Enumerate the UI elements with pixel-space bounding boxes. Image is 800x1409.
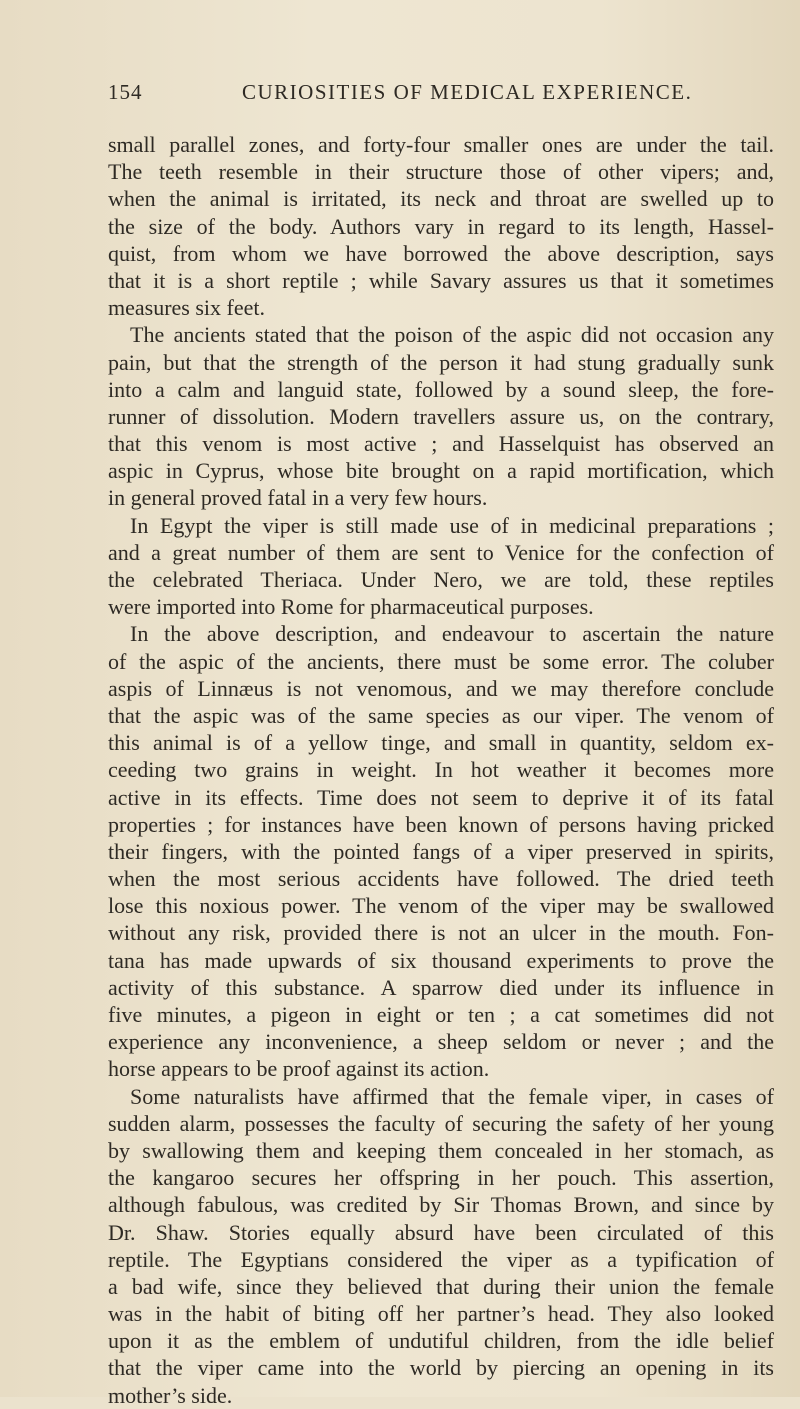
text-line: when the animal is irritated, its neck and throat are swelled up to: [108, 186, 774, 212]
page-number: 154: [108, 80, 143, 104]
text-line: The teeth resemble in their structure those of other vipers; and,: [108, 159, 774, 185]
text-line: horse appears to be proof against its action.: [108, 1056, 490, 1082]
text-line: sudden alarm, possesses the faculty of securing the safety of her young: [108, 1110, 774, 1136]
text-line: the size of the body. Authors vary in regard to its length, Hassel-: [108, 213, 774, 239]
text-line: of the aspic of the ancients, there must be some error. The coluber: [108, 648, 774, 674]
text-line: into a calm and languid state, followed by a sound sleep, the fore-: [108, 376, 774, 402]
text-line: were imported into Rome for pharmaceutical purposes.: [108, 594, 594, 620]
text-line: In the above description, and endeavour to ascertain the nature: [130, 621, 774, 647]
text-line: a bad wife, since they believed that during their union the female: [108, 1273, 774, 1299]
text-line: by swallowing them and keeping them concealed in her stomach, as: [108, 1137, 774, 1163]
text-line: although fabulous, was credited by Sir Thomas Brown, and since by: [108, 1192, 774, 1218]
text-line: was in the habit of biting off her partner’s head. They also looked: [108, 1301, 774, 1327]
text-line: reptile. The Egyptians considered the viper as a typification of: [108, 1246, 774, 1272]
page-header: [108, 80, 774, 108]
text-line: that the viper came into the world by piercing an opening in its: [108, 1355, 774, 1381]
text-line: upon it as the emblem of undutiful children, from the idle belief: [108, 1328, 774, 1354]
text-line: when the most serious accidents have followed. The dried teeth: [108, 866, 774, 892]
text-line: Dr. Shaw. Stories equally absurd have been circulated of this: [108, 1219, 774, 1245]
text-line: Some naturalists have affirmed that the female viper, in cases of: [130, 1083, 774, 1109]
text-line: that the aspic was of the same species as our viper. The venom of: [108, 702, 774, 728]
text-line: this animal is of a yellow tinge, and small in quantity, seldom ex-: [108, 730, 774, 756]
text-line: that this venom is most active ; and Hasselquist has observed an: [108, 431, 774, 457]
text-line: quist, from whom we have borrowed the above description, says: [108, 240, 774, 266]
running-head: CURIOSITIES OF MEDICAL EXPERIENCE.: [242, 80, 693, 104]
text-line: small parallel zones, and forty-four smaller ones are under the tail.: [108, 132, 774, 157]
text-line: without any risk, provided there is not an ulcer in the mouth. Fon-: [108, 920, 774, 946]
text-line: mother’s side.: [108, 1382, 233, 1408]
body-text: [108, 131, 774, 1409]
text-line: ceeding two grains in weight. In hot weather it becomes more: [108, 757, 774, 783]
text-line: that it is a short reptile ; while Savary assures us that it sometimes: [108, 267, 774, 293]
text-line: aspic in Cyprus, whose bite brought on a rapid mortification, which: [108, 458, 774, 484]
text-line: in general proved fatal in a very few hours.: [108, 485, 488, 511]
text-line: lose this noxious power. The venom of the viper may be swallowed: [108, 893, 774, 919]
text-line: aspis of Linnæus is not venomous, and we may therefore conclude: [108, 675, 774, 701]
text-line: activity of this substance. A sparrow died under its influence in: [108, 974, 774, 1000]
text-line: In Egypt the viper is still made use of in medicinal preparations ;: [130, 512, 774, 538]
text-line: The ancients stated that the poison of the aspic did not occasion any: [130, 322, 774, 348]
text-line: five minutes, a pigeon in eight or ten ; a cat sometimes did not: [108, 1002, 774, 1027]
text-line: active in its effects. Time does not seem to deprive it of its fatal: [108, 784, 774, 810]
text-line: runner of dissolution. Modern travellers assure us, on the contrary,: [108, 403, 774, 429]
text-line: pain, but that the strength of the person it had stung gradually sunk: [108, 349, 774, 375]
text-line: tana has made upwards of six thousand experiments to prove the: [108, 947, 774, 973]
text-line: the kangaroo secures her offspring in her pouch. This assertion,: [108, 1165, 774, 1191]
text-line: their fingers, with the pointed fangs of a viper preserved in spirits,: [108, 838, 774, 864]
text-line: and a great number of them are sent to Venice for the confection of: [108, 539, 774, 565]
text-line: properties ; for instances have been known of persons having pricked: [108, 811, 774, 837]
text-line: experience any inconvenience, a sheep seldom or never ; and the: [108, 1029, 774, 1055]
text-line: measures six feet.: [108, 295, 265, 321]
text-line: the celebrated Theriaca. Under Nero, we are told, these reptiles: [108, 567, 774, 592]
